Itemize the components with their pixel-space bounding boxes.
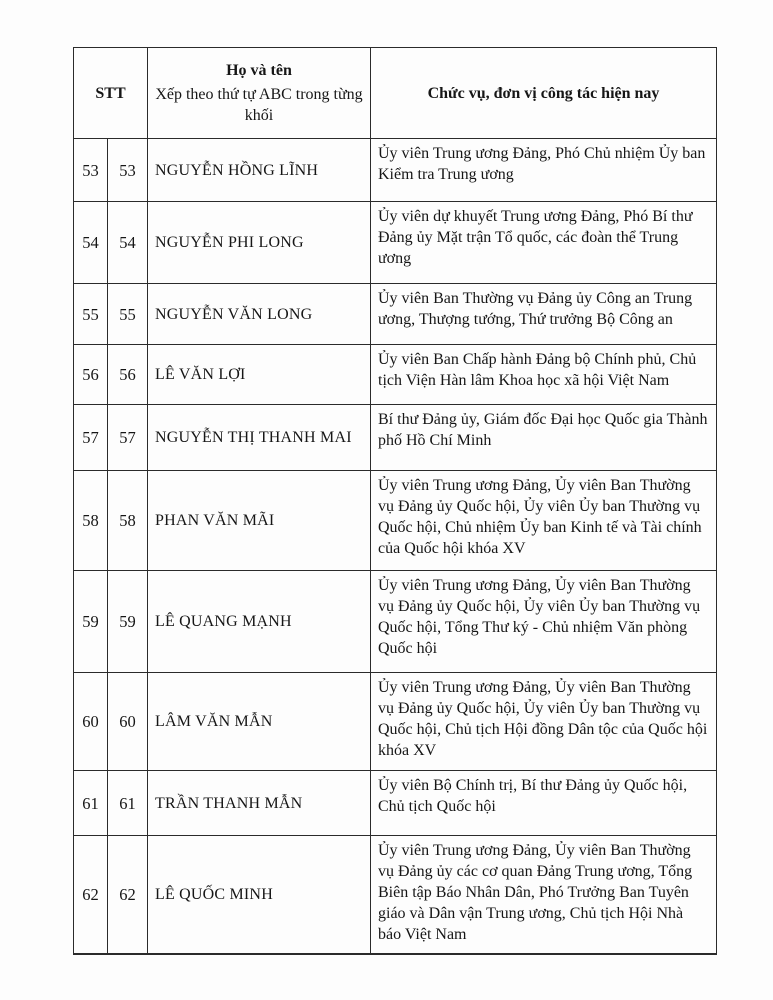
header-row [74,48,717,139]
header-name-title: Họ và tên [226,62,292,79]
stt-cell: 61 [74,771,108,836]
stt-secondary-cell: 60 [108,673,148,771]
table-row [74,139,717,202]
name-cell: NGUYỄN PHI LONG [148,202,371,284]
table-row [74,284,717,345]
header-position [371,48,717,139]
table-row [74,202,717,284]
table-row [74,405,717,471]
name-cell: PHAN VĂN MÃI [148,471,371,571]
stt-cell: 56 [74,345,108,405]
position-cell: Ủy viên Trung ương Đảng, Ủy viên Ban Thường vụ Đảng ủy Quốc hội, Ủy viên Ủy ban Thường vụ Quốc hội, Chủ tịch Hội đồng Dân tộc của Quốc hội khóa XV [371,673,717,771]
position-cell: Ủy viên Ban Thường vụ Đảng ủy Công an Trung ương, Thượng tướng, Thứ trưởng Bộ Công an [371,284,717,345]
position-cell: Ủy viên Ban Chấp hành Đảng bộ Chính phủ, Chủ tịch Viện Hàn lâm Khoa học xã hội Việt Nam [371,345,717,405]
table-row [74,771,717,836]
stt-secondary-cell: 54 [108,202,148,284]
header-name-subtitle: Xếp theo thứ tự ABC trong từng khối [155,86,363,124]
table-row [74,471,717,571]
stt-secondary-cell: 56 [108,345,148,405]
name-cell: TRẦN THANH MẪN [148,771,371,836]
stt-cell: 60 [74,673,108,771]
officials-table [73,47,717,955]
stt-secondary-cell: 53 [108,139,148,202]
stt-secondary-cell: 55 [108,284,148,345]
table-header [74,48,717,139]
position-cell: Ủy viên Bộ Chính trị, Bí thư Đảng ủy Quốc hội, Chủ tịch Quốc hội [371,771,717,836]
stt-secondary-cell: 62 [108,836,148,954]
table-row [74,836,717,954]
table-row [74,673,717,771]
position-cell: Ủy viên Trung ương Đảng, Ủy viên Ban Thường vụ Đảng ủy các cơ quan Đảng Trung ương, Tổng Biên tập Báo Nhân Dân, Phó Trưởng Ban Tuyên giáo và Dân vận Trung ương, Chủ tịch Hội Nhà báo Việt Nam [371,836,717,954]
stt-cell: 59 [74,571,108,673]
name-cell: NGUYỄN HỒNG LĨNH [148,139,371,202]
stt-secondary-cell: 61 [108,771,148,836]
position-cell: Bí thư Đảng ủy, Giám đốc Đại học Quốc gia Thành phố Hồ Chí Minh [371,405,717,471]
name-cell: LÊ QUỐC MINH [148,836,371,954]
name-cell: LÊ VĂN LỢI [148,345,371,405]
name-cell: NGUYỄN VĂN LONG [148,284,371,345]
position-cell: Ủy viên Trung ương Đảng, Ủy viên Ban Thường vụ Đảng ủy Quốc hội, Ủy viên Ủy ban Thường vụ Quốc hội, Tổng Thư ký - Chủ nhiệm Văn phòng Quốc hội [371,571,717,673]
stt-cell: 53 [74,139,108,202]
stt-cell: 58 [74,471,108,571]
position-cell: Ủy viên Trung ương Đảng, Phó Chủ nhiệm Ủy ban Kiểm tra Trung ương [371,139,717,202]
header-stt-label: STT [95,84,126,102]
name-cell: NGUYỄN THỊ THANH MAI [148,405,371,471]
stt-secondary-cell: 59 [108,571,148,673]
stt-cell: 54 [74,202,108,284]
header-stt [74,48,148,139]
header-position-label: Chức vụ, đơn vị công tác hiện nay [427,84,660,102]
stt-secondary-cell: 57 [108,405,148,471]
stt-cell: 55 [74,284,108,345]
position-cell: Ủy viên Trung ương Đảng, Ủy viên Ban Thường vụ Đảng ủy Quốc hội, Ủy viên Ủy ban Thường vụ Quốc hội, Chủ nhiệm Ủy ban Kinh tế và Tài chính của Quốc hội khóa XV [371,471,717,571]
header-name [148,48,371,139]
table-row [74,571,717,673]
stt-cell: 62 [74,836,108,954]
position-cell: Ủy viên dự khuyết Trung ương Đảng, Phó Bí thư Đảng ủy Mặt trận Tổ quốc, các đoàn thể Trung ương [371,202,717,284]
table-body [74,139,717,954]
stt-secondary-cell: 58 [108,471,148,571]
name-cell: LÊ QUANG MẠNH [148,571,371,673]
name-cell: LÂM VĂN MẪN [148,673,371,771]
stt-cell: 57 [74,405,108,471]
table-row [74,345,717,405]
